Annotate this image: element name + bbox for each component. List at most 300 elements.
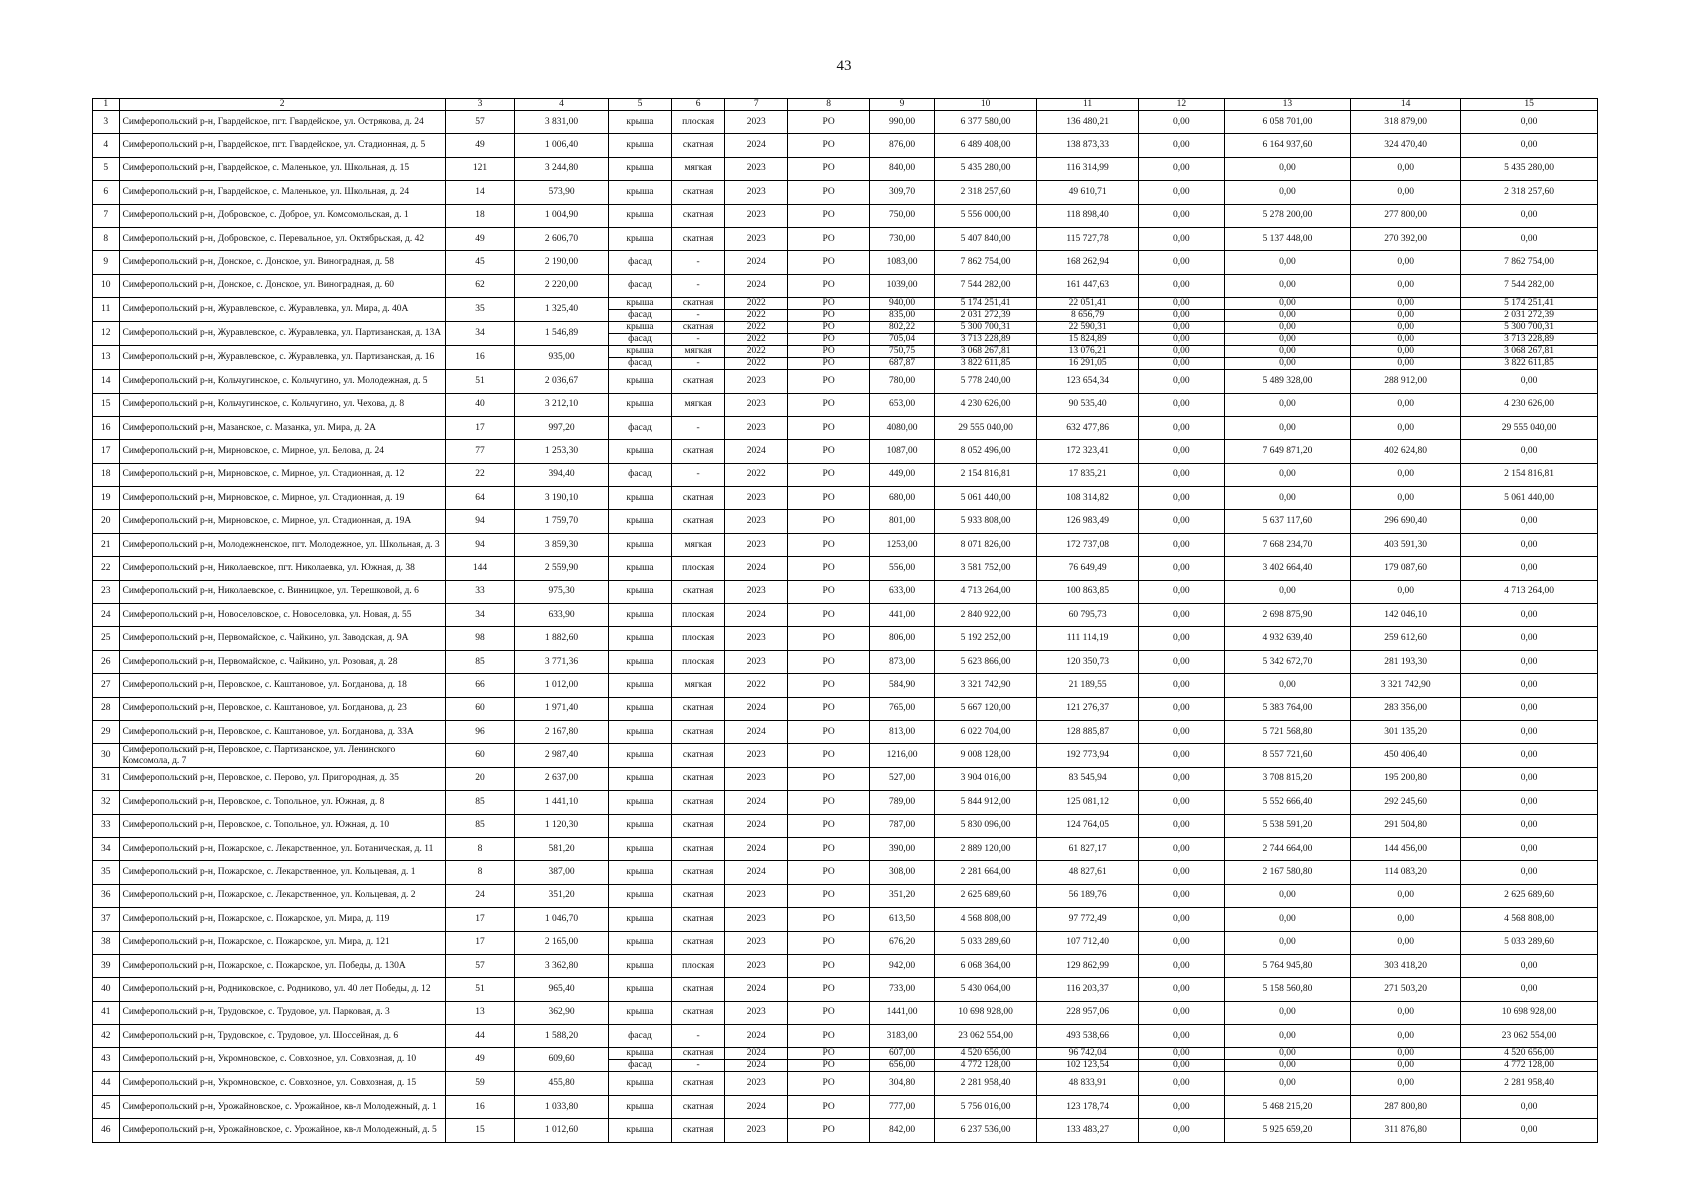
cell-c8: РО xyxy=(788,322,870,334)
cell-c15: 2 154 816,81 xyxy=(1461,463,1598,486)
cell-c13: 5 468 215,20 xyxy=(1224,1095,1350,1118)
table-row xyxy=(93,767,1598,790)
cell-c14: 0,00 xyxy=(1351,1001,1461,1024)
table-row xyxy=(93,251,1598,274)
table-row xyxy=(93,346,1598,358)
table-row xyxy=(93,393,1598,416)
cell-c5: крыша xyxy=(608,931,671,954)
cell-c14: 287 800,80 xyxy=(1351,1095,1461,1118)
cell-c15: 3 822 611,85 xyxy=(1461,358,1598,370)
cell-c8: РО xyxy=(788,1072,870,1095)
year-cell: 60 xyxy=(445,697,514,720)
table-row xyxy=(93,580,1598,603)
column-header-13: 13 xyxy=(1224,99,1350,111)
cell-c8: РО xyxy=(788,251,870,274)
repair-schedule-table xyxy=(92,98,1598,1143)
cell-c12: 0,00 xyxy=(1139,557,1225,580)
cell-c7: 2023 xyxy=(725,884,788,907)
cell-c14: 0,00 xyxy=(1351,358,1461,370)
row-number-cell: 13 xyxy=(93,346,120,370)
year-cell: 51 xyxy=(445,978,514,1001)
column-header-10: 10 xyxy=(935,99,1037,111)
cell-c15: 0,00 xyxy=(1461,674,1598,697)
address-cell: Симферопольский р-н, Трудовское, с. Трудовое, ул. Парковая, д. 3 xyxy=(119,1001,445,1024)
cell-c5: фасад xyxy=(608,334,671,346)
area-cell: 2 559,90 xyxy=(515,557,609,580)
cell-c9: 873,00 xyxy=(869,650,934,673)
cell-c9: 1087,00 xyxy=(869,440,934,463)
area-cell: 1 012,60 xyxy=(515,1119,609,1142)
row-number-cell: 36 xyxy=(93,884,120,907)
row-number-cell: 32 xyxy=(93,791,120,814)
year-cell: 20 xyxy=(445,767,514,790)
cell-c6: плоская xyxy=(672,954,725,977)
cell-c14: 288 912,00 xyxy=(1351,370,1461,393)
cell-c11: 128 885,87 xyxy=(1037,720,1139,743)
cell-c12: 0,00 xyxy=(1139,627,1225,650)
cell-c10: 6 022 704,00 xyxy=(935,720,1037,743)
cell-c8: РО xyxy=(788,416,870,439)
cell-c9: 990,00 xyxy=(869,111,934,134)
cell-c6: - xyxy=(672,463,725,486)
address-cell: Симферопольский р-н, Перовское, с. Партизанское, ул. Ленинского Комсомола, д. 7 xyxy=(119,744,445,767)
cell-c10: 5 933 808,00 xyxy=(935,510,1037,533)
cell-c8: РО xyxy=(788,837,870,860)
cell-c8: РО xyxy=(788,697,870,720)
area-cell: 2 987,40 xyxy=(515,744,609,767)
cell-c13: 6 164 937,60 xyxy=(1224,134,1350,157)
cell-c10: 4 568 808,00 xyxy=(935,908,1037,931)
cell-c12: 0,00 xyxy=(1139,157,1225,180)
address-cell: Симферопольский р-н, Перовское, с. Перово, ул. Пригородная, д. 35 xyxy=(119,767,445,790)
cell-c12: 0,00 xyxy=(1139,767,1225,790)
cell-c5: фасад xyxy=(608,251,671,274)
column-header-9: 9 xyxy=(869,99,934,111)
cell-c7: 2022 xyxy=(725,463,788,486)
cell-c13: 5 637 117,60 xyxy=(1224,510,1350,533)
cell-c8: РО xyxy=(788,674,870,697)
cell-c10: 2 840 922,00 xyxy=(935,604,1037,627)
cell-c9: 777,00 xyxy=(869,1095,934,1118)
cell-c11: 118 898,40 xyxy=(1037,204,1139,227)
cell-c8: РО xyxy=(788,931,870,954)
cell-c7: 2023 xyxy=(725,650,788,673)
cell-c14: 0,00 xyxy=(1351,310,1461,322)
table-row xyxy=(93,697,1598,720)
cell-c12: 0,00 xyxy=(1139,1001,1225,1024)
column-header-7: 7 xyxy=(725,99,788,111)
cell-c7: 2023 xyxy=(725,157,788,180)
year-cell: 8 xyxy=(445,861,514,884)
cell-c9: 613,50 xyxy=(869,908,934,931)
cell-c12: 0,00 xyxy=(1139,533,1225,556)
cell-c7: 2023 xyxy=(725,533,788,556)
cell-c13: 0,00 xyxy=(1224,884,1350,907)
year-cell: 66 xyxy=(445,674,514,697)
cell-c7: 2024 xyxy=(725,604,788,627)
cell-c6: скатная xyxy=(672,720,725,743)
cell-c10: 5 623 866,00 xyxy=(935,650,1037,673)
cell-c11: 116 203,37 xyxy=(1037,978,1139,1001)
cell-c15: 0,00 xyxy=(1461,227,1598,250)
cell-c8: РО xyxy=(788,884,870,907)
cell-c5: крыша xyxy=(608,627,671,650)
table-row xyxy=(93,181,1598,204)
cell-c9: 765,00 xyxy=(869,697,934,720)
cell-c11: 138 873,33 xyxy=(1037,134,1139,157)
cell-c5: крыша xyxy=(608,370,671,393)
cell-c7: 2024 xyxy=(725,697,788,720)
cell-c12: 0,00 xyxy=(1139,181,1225,204)
row-number-cell: 46 xyxy=(93,1119,120,1142)
cell-c10: 3 822 611,85 xyxy=(935,358,1037,370)
cell-c15: 10 698 928,00 xyxy=(1461,1001,1598,1024)
cell-c7: 2024 xyxy=(725,134,788,157)
cell-c8: РО xyxy=(788,604,870,627)
cell-c10: 5 435 280,00 xyxy=(935,157,1037,180)
address-cell: Симферопольский р-н, Гвардейское, пгт. Гвардейское, ул. Стадионная, д. 5 xyxy=(119,134,445,157)
cell-c12: 0,00 xyxy=(1139,370,1225,393)
cell-c12: 0,00 xyxy=(1139,931,1225,954)
table-row xyxy=(93,298,1598,310)
cell-c7: 2023 xyxy=(725,227,788,250)
cell-c15: 5 300 700,31 xyxy=(1461,322,1598,334)
cell-c12: 0,00 xyxy=(1139,908,1225,931)
cell-c5: крыша xyxy=(608,487,671,510)
cell-c6: скатная xyxy=(672,908,725,931)
cell-c6: скатная xyxy=(672,134,725,157)
cell-c7: 2023 xyxy=(725,908,788,931)
cell-c9: 676,20 xyxy=(869,931,934,954)
row-number-cell: 23 xyxy=(93,580,120,603)
cell-c13: 7 649 871,20 xyxy=(1224,440,1350,463)
cell-c14: 0,00 xyxy=(1351,298,1461,310)
cell-c9: 607,00 xyxy=(869,1048,934,1060)
cell-c8: РО xyxy=(788,861,870,884)
cell-c5: крыша xyxy=(608,908,671,931)
row-number-cell: 39 xyxy=(93,954,120,977)
table-row xyxy=(93,1001,1598,1024)
cell-c5: крыша xyxy=(608,204,671,227)
cell-c5: крыша xyxy=(608,791,671,814)
cell-c6: скатная xyxy=(672,322,725,334)
cell-c11: 632 477,86 xyxy=(1037,416,1139,439)
cell-c7: 2024 xyxy=(725,978,788,1001)
address-cell: Симферопольский р-н, Журавлевское, с. Журавлевка, ул. Партизанская, д. 13А xyxy=(119,322,445,346)
cell-c13: 5 342 672,70 xyxy=(1224,650,1350,673)
area-cell: 3 212,10 xyxy=(515,393,609,416)
cell-c7: 2023 xyxy=(725,181,788,204)
cell-c7: 2024 xyxy=(725,251,788,274)
cell-c13: 0,00 xyxy=(1224,358,1350,370)
year-cell: 85 xyxy=(445,650,514,673)
cell-c9: 940,00 xyxy=(869,298,934,310)
row-number-cell: 41 xyxy=(93,1001,120,1024)
cell-c11: 133 483,27 xyxy=(1037,1119,1139,1142)
address-cell: Симферопольский р-н, Урожайновское, с. Урожайное, кв-л Молодежный, д. 1 xyxy=(119,1095,445,1118)
table-row xyxy=(93,416,1598,439)
area-cell: 1 325,40 xyxy=(515,298,609,322)
cell-c12: 0,00 xyxy=(1139,251,1225,274)
cell-c7: 2023 xyxy=(725,111,788,134)
area-cell: 1 253,30 xyxy=(515,440,609,463)
cell-c15: 0,00 xyxy=(1461,814,1598,837)
cell-c11: 111 114,19 xyxy=(1037,627,1139,650)
cell-c15: 29 555 040,00 xyxy=(1461,416,1598,439)
row-number-cell: 35 xyxy=(93,861,120,884)
year-cell: 64 xyxy=(445,487,514,510)
cell-c14: 301 135,20 xyxy=(1351,720,1461,743)
cell-c10: 10 698 928,00 xyxy=(935,1001,1037,1024)
row-number-cell: 42 xyxy=(93,1025,120,1048)
cell-c6: скатная xyxy=(672,487,725,510)
cell-c13: 0,00 xyxy=(1224,251,1350,274)
cell-c6: скатная xyxy=(672,510,725,533)
area-cell: 2 167,80 xyxy=(515,720,609,743)
cell-c7: 2024 xyxy=(725,1060,788,1072)
cell-c7: 2023 xyxy=(725,767,788,790)
cell-c9: 787,00 xyxy=(869,814,934,837)
cell-c13: 0,00 xyxy=(1224,674,1350,697)
address-cell: Симферопольский р-н, Журавлевское, с. Журавлевка, ул. Мира, д. 40А xyxy=(119,298,445,322)
area-cell: 3 859,30 xyxy=(515,533,609,556)
column-header-12: 12 xyxy=(1139,99,1225,111)
cell-c12: 0,00 xyxy=(1139,697,1225,720)
cell-c12: 0,00 xyxy=(1139,111,1225,134)
cell-c15: 0,00 xyxy=(1461,111,1598,134)
cell-c7: 2023 xyxy=(725,204,788,227)
year-cell: 49 xyxy=(445,1048,514,1072)
cell-c7: 2024 xyxy=(725,720,788,743)
cell-c6: - xyxy=(672,358,725,370)
cell-c14: 0,00 xyxy=(1351,346,1461,358)
cell-c15: 0,00 xyxy=(1461,954,1598,977)
cell-c10: 2 318 257,60 xyxy=(935,181,1037,204)
cell-c12: 0,00 xyxy=(1139,310,1225,322)
year-cell: 34 xyxy=(445,322,514,346)
cell-c7: 2024 xyxy=(725,557,788,580)
cell-c9: 449,00 xyxy=(869,463,934,486)
cell-c13: 0,00 xyxy=(1224,580,1350,603)
cell-c10: 5 830 096,00 xyxy=(935,814,1037,837)
table-row xyxy=(93,111,1598,134)
row-number-cell: 28 xyxy=(93,697,120,720)
cell-c5: крыша xyxy=(608,954,671,977)
address-cell: Симферопольский р-н, Перовское, с. Каштановое, ул. Богданова, д. 33А xyxy=(119,720,445,743)
column-header-3: 3 xyxy=(445,99,514,111)
cell-c10: 6 068 364,00 xyxy=(935,954,1037,977)
cell-c11: 96 742,04 xyxy=(1037,1048,1139,1060)
row-number-cell: 44 xyxy=(93,1072,120,1095)
cell-c7: 2024 xyxy=(725,1095,788,1118)
cell-c15: 5 033 289,60 xyxy=(1461,931,1598,954)
cell-c7: 2023 xyxy=(725,487,788,510)
year-cell: 40 xyxy=(445,393,514,416)
cell-c9: 3183,00 xyxy=(869,1025,934,1048)
area-cell: 1 004,90 xyxy=(515,204,609,227)
cell-c12: 0,00 xyxy=(1139,322,1225,334)
address-cell: Симферопольский р-н, Перовское, с. Каштановое, ул. Богданова, д. 23 xyxy=(119,697,445,720)
row-number-cell: 15 xyxy=(93,393,120,416)
cell-c11: 102 123,54 xyxy=(1037,1060,1139,1072)
area-cell: 1 971,40 xyxy=(515,697,609,720)
year-cell: 94 xyxy=(445,510,514,533)
cell-c13: 4 932 639,40 xyxy=(1224,627,1350,650)
cell-c12: 0,00 xyxy=(1139,837,1225,860)
row-number-cell: 3 xyxy=(93,111,120,134)
cell-c6: - xyxy=(672,310,725,322)
row-number-cell: 8 xyxy=(93,227,120,250)
address-cell: Симферопольский р-н, Укромновское, с. Совхозное, ул. Совхозная, д. 15 xyxy=(119,1072,445,1095)
cell-c6: скатная xyxy=(672,370,725,393)
cell-c6: скатная xyxy=(672,298,725,310)
cell-c11: 172 737,08 xyxy=(1037,533,1139,556)
address-cell: Симферопольский р-н, Николаевское, пгт. Николаевка, ул. Южная, д. 38 xyxy=(119,557,445,580)
table-row xyxy=(93,884,1598,907)
cell-c12: 0,00 xyxy=(1139,884,1225,907)
row-number-cell: 16 xyxy=(93,416,120,439)
cell-c5: крыша xyxy=(608,298,671,310)
cell-c10: 5 033 289,60 xyxy=(935,931,1037,954)
cell-c9: 750,00 xyxy=(869,204,934,227)
cell-c13: 6 058 701,00 xyxy=(1224,111,1350,134)
area-cell: 1 012,00 xyxy=(515,674,609,697)
cell-c6: скатная xyxy=(672,814,725,837)
cell-c11: 97 772,49 xyxy=(1037,908,1139,931)
cell-c12: 0,00 xyxy=(1139,674,1225,697)
address-cell: Симферопольский р-н, Первомайское, с. Чайкино, ул. Розовая, д. 28 xyxy=(119,650,445,673)
cell-c15: 3 713 228,89 xyxy=(1461,334,1598,346)
cell-c8: РО xyxy=(788,814,870,837)
cell-c10: 5 061 440,00 xyxy=(935,487,1037,510)
cell-c7: 2022 xyxy=(725,358,788,370)
address-cell: Симферопольский р-н, Добровское, с. Доброе, ул. Комсомольская, д. 1 xyxy=(119,204,445,227)
year-cell: 33 xyxy=(445,580,514,603)
table-row xyxy=(93,908,1598,931)
year-cell: 85 xyxy=(445,791,514,814)
address-cell: Симферопольский р-н, Гвардейское, пгт. Гвардейское, ул. Острякова, д. 24 xyxy=(119,111,445,134)
cell-c5: крыша xyxy=(608,580,671,603)
cell-c7: 2023 xyxy=(725,510,788,533)
cell-c5: крыша xyxy=(608,861,671,884)
cell-c15: 5 435 280,00 xyxy=(1461,157,1598,180)
cell-c7: 2022 xyxy=(725,346,788,358)
cell-c11: 121 276,37 xyxy=(1037,697,1139,720)
cell-c15: 5 174 251,41 xyxy=(1461,298,1598,310)
column-header-8: 8 xyxy=(788,99,870,111)
table-row xyxy=(93,533,1598,556)
cell-c7: 2023 xyxy=(725,1072,788,1095)
cell-c11: 123 654,34 xyxy=(1037,370,1139,393)
cell-c6: - xyxy=(672,1025,725,1048)
cell-c8: РО xyxy=(788,334,870,346)
table-row xyxy=(93,627,1598,650)
cell-c12: 0,00 xyxy=(1139,604,1225,627)
cell-c11: 129 862,99 xyxy=(1037,954,1139,977)
cell-c8: РО xyxy=(788,134,870,157)
cell-c8: РО xyxy=(788,1001,870,1024)
address-cell: Симферопольский р-н, Пожарское, с. Лекарственное, ул. Кольцевая, д. 1 xyxy=(119,861,445,884)
cell-c10: 2 031 272,39 xyxy=(935,310,1037,322)
cell-c11: 49 610,71 xyxy=(1037,181,1139,204)
cell-c11: 90 535,40 xyxy=(1037,393,1139,416)
cell-c11: 60 795,73 xyxy=(1037,604,1139,627)
area-cell: 975,30 xyxy=(515,580,609,603)
cell-c8: РО xyxy=(788,791,870,814)
area-cell: 3 362,80 xyxy=(515,954,609,977)
cell-c13: 5 764 945,80 xyxy=(1224,954,1350,977)
cell-c15: 4 568 808,00 xyxy=(1461,908,1598,931)
cell-c13: 5 721 568,80 xyxy=(1224,720,1350,743)
cell-c14: 0,00 xyxy=(1351,157,1461,180)
table-row xyxy=(93,274,1598,297)
address-cell: Симферопольский р-н, Пожарское, с. Пожарское, ул. Мира, д. 119 xyxy=(119,908,445,931)
table-row xyxy=(93,370,1598,393)
cell-c12: 0,00 xyxy=(1139,744,1225,767)
cell-c12: 0,00 xyxy=(1139,791,1225,814)
cell-c13: 0,00 xyxy=(1224,157,1350,180)
year-cell: 18 xyxy=(445,204,514,227)
cell-c10: 3 904 016,00 xyxy=(935,767,1037,790)
cell-c10: 5 174 251,41 xyxy=(935,298,1037,310)
row-number-cell: 45 xyxy=(93,1095,120,1118)
cell-c6: скатная xyxy=(672,697,725,720)
cell-c8: РО xyxy=(788,1060,870,1072)
cell-c7: 2024 xyxy=(725,274,788,297)
cell-c13: 0,00 xyxy=(1224,298,1350,310)
table-row xyxy=(93,134,1598,157)
cell-c10: 6 237 536,00 xyxy=(935,1119,1037,1142)
row-number-cell: 24 xyxy=(93,604,120,627)
cell-c14: 303 418,20 xyxy=(1351,954,1461,977)
cell-c10: 8 052 496,00 xyxy=(935,440,1037,463)
row-number-cell: 40 xyxy=(93,978,120,1001)
address-cell: Симферопольский р-н, Перовское, с. Каштановое, ул. Богданова, д. 18 xyxy=(119,674,445,697)
cell-c8: РО xyxy=(788,274,870,297)
cell-c10: 8 071 826,00 xyxy=(935,533,1037,556)
year-cell: 35 xyxy=(445,298,514,322)
cell-c6: - xyxy=(672,251,725,274)
cell-c8: РО xyxy=(788,720,870,743)
year-cell: 16 xyxy=(445,346,514,370)
cell-c9: 840,00 xyxy=(869,157,934,180)
cell-c15: 0,00 xyxy=(1461,533,1598,556)
table-row xyxy=(93,674,1598,697)
cell-c14: 271 503,20 xyxy=(1351,978,1461,1001)
cell-c9: 4080,00 xyxy=(869,416,934,439)
cell-c14: 259 612,60 xyxy=(1351,627,1461,650)
cell-c14: 0,00 xyxy=(1351,908,1461,931)
cell-c10: 9 008 128,00 xyxy=(935,744,1037,767)
table-row xyxy=(93,463,1598,486)
cell-c15: 23 062 554,00 xyxy=(1461,1025,1598,1048)
column-header-11: 11 xyxy=(1037,99,1139,111)
cell-c9: 730,00 xyxy=(869,227,934,250)
area-cell: 3 190,10 xyxy=(515,487,609,510)
cell-c12: 0,00 xyxy=(1139,358,1225,370)
cell-c14: 179 087,60 xyxy=(1351,557,1461,580)
cell-c9: 801,00 xyxy=(869,510,934,533)
cell-c15: 5 061 440,00 xyxy=(1461,487,1598,510)
cell-c11: 22 590,31 xyxy=(1037,322,1139,334)
year-cell: 59 xyxy=(445,1072,514,1095)
cell-c11: 126 983,49 xyxy=(1037,510,1139,533)
cell-c11: 168 262,94 xyxy=(1037,251,1139,274)
cell-c5: крыша xyxy=(608,111,671,134)
cell-c12: 0,00 xyxy=(1139,978,1225,1001)
cell-c5: крыша xyxy=(608,814,671,837)
area-cell: 455,80 xyxy=(515,1072,609,1095)
